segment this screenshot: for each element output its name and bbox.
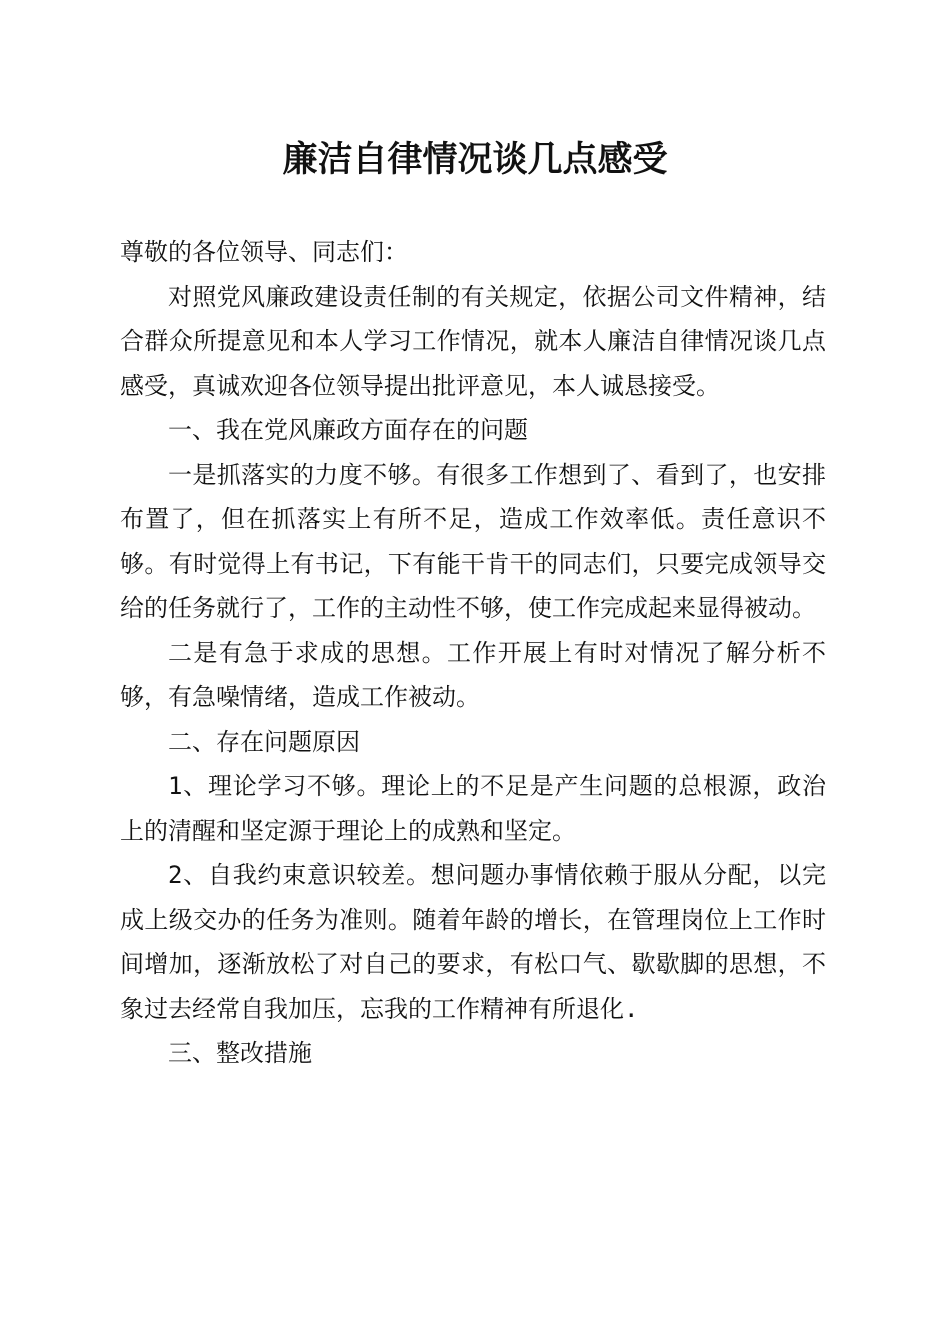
section-1-paragraph-2-text: 工作开展上有时对情况了解分析不够，有急噪情绪，造成工作被动。: [120, 638, 827, 711]
section-2-paragraph-1: 1、理论学习不够。理论上的不足是产生问题的总根源，政治上的清醒和坚定源于理论上的成熟和坚定。: [120, 772, 826, 845]
section-2-heading: 二、存在问题原因: [168, 727, 360, 756]
section-1-paragraph-2-lead: 二是有急于求成的思想。: [168, 638, 447, 667]
section-1-heading: 一、我在党风廉政方面存在的问题: [168, 416, 528, 444]
document-body: [120, 230, 826, 1076]
section-1-paragraph-2: [120, 631, 826, 720]
section-2-paragraph-2: 2、自我约束意识较差。想问题办事情依赖于服从分配，以完成上级交办的任务为准则。随着年龄的增长，在管理岗位上工作时间增加，逐渐放松了对自己的要求，有松口气、歇歇脚的思想，不象过去经常自我加压，忘我的工作精神有所退化.: [120, 861, 826, 1023]
section-3-heading: 三、整改措施: [168, 1039, 312, 1067]
intro-paragraph: 对照党风廉政建设责任制的有关规定，依据公司文件精神，结合群众所提意见和本人学习工作情况，就本人廉洁自律情况谈几点感受，真诚欢迎各位领导提出批评意见，本人诚恳接受。: [120, 282, 826, 400]
section-1-paragraph-1: [120, 453, 826, 631]
section-1-paragraph-1-lead: 一是抓落实的力度不够。: [168, 460, 437, 489]
document-title: 廉洁自律情况谈几点感受: [282, 139, 668, 180]
salutation: 尊敬的各位领导、同志们：: [120, 238, 408, 266]
section-1-paragraph-1-text: 有很多工作想到了、看到了，也安排布置了，但在抓落实上有所不足，造成工作效率低。责任意识不够。有时觉得上有书记，下有能干肯干的同志们，只要完成领导交给的任务就行了，工作的主动性不够，使工作完成起来显得被动。: [120, 460, 827, 622]
